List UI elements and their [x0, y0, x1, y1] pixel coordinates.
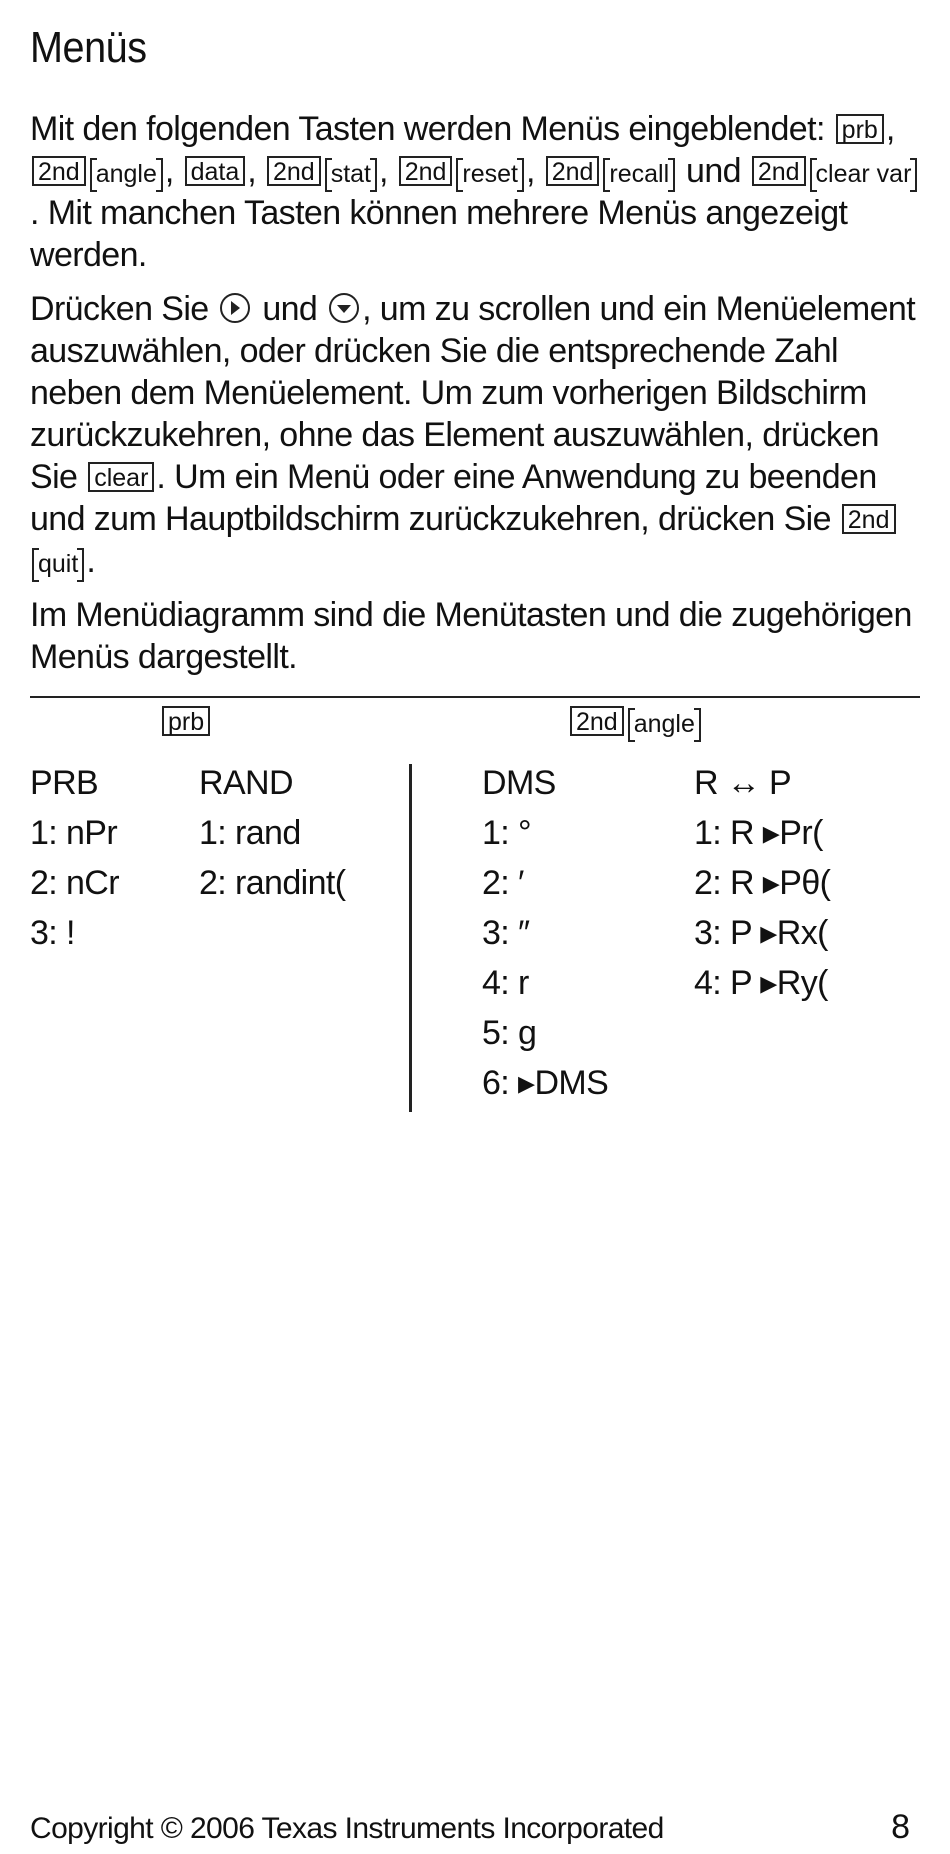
key-2nd: 2nd [399, 156, 453, 186]
menu-item: 2: R ▸Pθ( [694, 864, 831, 902]
key-stat: stat [325, 158, 377, 192]
menu-rp-title: R ↔ P [694, 764, 792, 802]
menu-item: 3: ″ [482, 914, 530, 952]
down-arrow-key-icon [329, 293, 359, 323]
menu-item: 4: r [482, 964, 529, 1002]
divider [30, 696, 920, 698]
menu-item: 1: rand [199, 814, 301, 852]
menu-rand-title: RAND [199, 764, 293, 802]
menu-item: 2: nCr [30, 864, 119, 902]
menu-prb-title: PRB [30, 764, 99, 802]
diagram-key-prb: prb [160, 706, 212, 739]
paragraph-diagram-intro: Im Menüdiagramm sind die Menütasten und die zugehörigen Menüs dargestellt. [30, 596, 912, 676]
menu-item: 3: ! [30, 914, 75, 952]
key-quit: quit [32, 548, 84, 582]
key-2nd: 2nd [32, 156, 86, 186]
key-2nd: 2nd [842, 504, 896, 534]
menu-item: 4: P ▸Ry( [694, 964, 828, 1002]
page-title: Menüs [30, 23, 147, 72]
key-prb: prb [836, 114, 884, 144]
key-reset: reset [456, 158, 524, 192]
diagram-separator [409, 764, 412, 1112]
key-2nd: 2nd [752, 156, 806, 186]
menu-item: 1: ° [482, 814, 531, 852]
menu-item: 2: ′ [482, 864, 524, 902]
paragraph-navigation: Drücken Sie und , um zu scrollen und ein Menüelement auszuwählen, oder drücken Sie die entsprechende Zahl neben dem Menüelement. Um zum vorherigen Bildschirm zurückzukehren, ohne das Element auszuwählen, drücken Sie clear . Um ein Menü oder eine Anwendung zu beenden und zum Hauptbildschirm zurückzukehren, drücken Sie 2ndquit . [30, 290, 916, 580]
diagram-key-angle: 2nd angle [568, 706, 703, 742]
page [30, 0, 920, 678]
menu-dms-title: DMS [482, 764, 556, 802]
key-angle: angle [90, 158, 163, 192]
footer-copyright: Copyright © 2006 Texas Instruments Incorporated [30, 1812, 664, 1845]
menu-item: 6: ▸DMS [482, 1064, 609, 1102]
menu-prb [30, 758, 119, 958]
menu-item: 2: randint( [199, 864, 346, 902]
menu-rp [694, 758, 830, 1008]
menu-item: 1: nPr [30, 814, 118, 852]
paragraph-menu-keys: Mit den folgenden Tasten werden Menüs eingeblendet: prb , 2nd angle , data , 2nd stat , 2nd reset , 2nd recall und 2nd clear var. Mit manchen Tasten können mehrere Menüs angezeigt werden. [30, 108, 920, 276]
key-2nd: 2nd [267, 156, 321, 186]
key-data: data [185, 156, 246, 186]
key-recall: recall [603, 158, 675, 192]
menu-dms [482, 758, 608, 1108]
right-arrow-key-icon [220, 293, 250, 323]
menu-item: 3: P ▸Rx( [694, 914, 828, 952]
key-clear-var: clear var [810, 158, 918, 192]
key-2nd: 2nd [546, 156, 600, 186]
menu-item: 5: g [482, 1014, 537, 1052]
menu-rand [199, 758, 345, 908]
page-number: 8 [891, 1808, 910, 1846]
key-clear: clear [88, 462, 154, 492]
menu-item: 1: R ▸Pr( [694, 814, 823, 852]
